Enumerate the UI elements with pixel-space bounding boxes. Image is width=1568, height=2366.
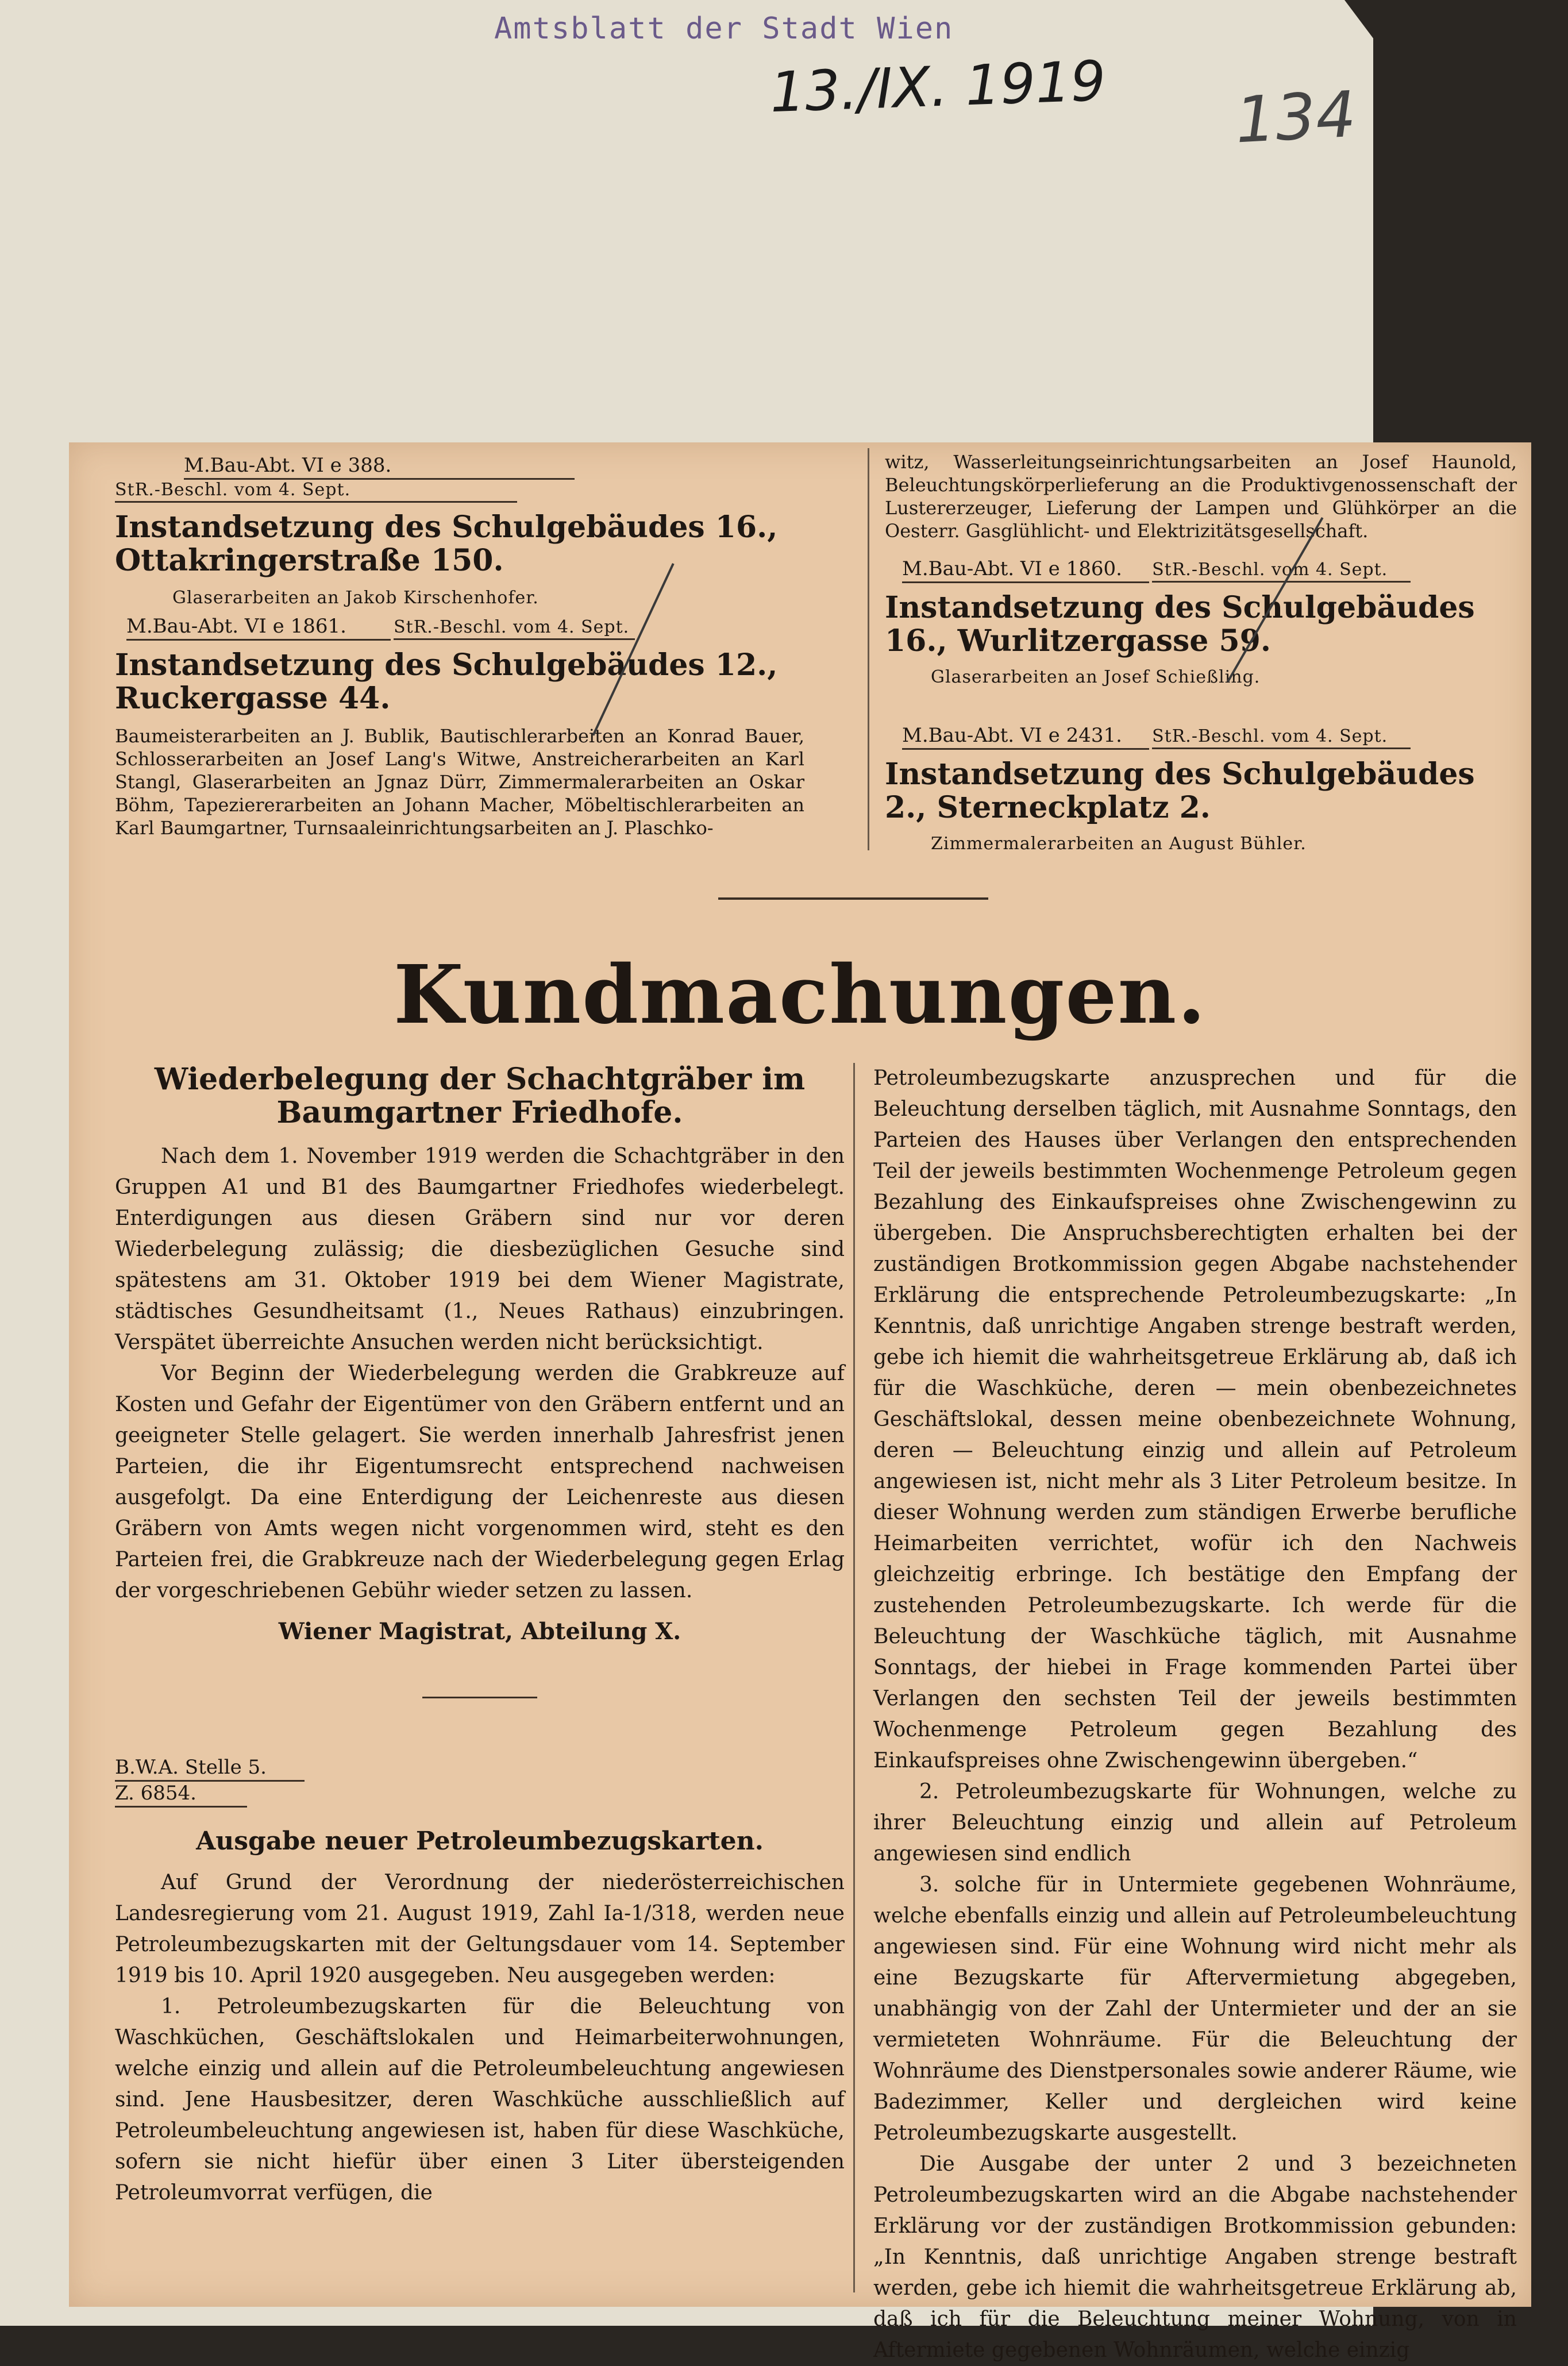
entry-ref: M.Bau-Abt. VI e 1860.	[902, 557, 1149, 583]
entry-work: Glaserarbeiten an Josef Schießling.	[931, 667, 1261, 687]
handwritten-number: 134	[1233, 77, 1358, 157]
article-paragraph: 2. Petroleumbezugskarte für Wohnungen, welche zu ihrer Beleuchtung einzig und allein auf Petroleum angewiesen sind endlich	[873, 1780, 1517, 1866]
article-paragraph: 1. Petroleumbezugskarten für die Beleuchtung von Waschküchen, Geschäftslokalen und Heimarbeiterwohnungen, welche einzig und allein auf die Petroleumbeleuchtung angewiesen sind. Jene Hausbesitzer, deren Waschküche ausschließlich auf Petroleumbeleuchtung angewiesen ist, haben für diese Waschküche, sofern sie nicht hiefür über einen 3 Liter übersteigenden Petroleumvorrat verfügen, die	[115, 1995, 845, 2205]
entry-388	[115, 454, 885, 608]
article-title: Wiederbelegung der Schachtgräber im Baumgartner Friedhofe.	[154, 1062, 806, 1130]
column-rule	[868, 448, 869, 850]
left-column	[115, 1063, 845, 2209]
article-paragraph: Petroleumbezugskarte anzusprechen und für die Beleuchtung derselben täglich, mit Ausnahme Sonntags, den Parteien des Hauses über Verlangen den entsprechenden Teil der jeweils bestimmten Wochenmenge Petroleum gegen Bezahlung des Einkaufspreises ohne Zwischengewinn zu übergeben. Die Anspruchsberechtigten erhalten bei der zuständigen Brotkommission gegen Abgabe nachstehender Erklärung die entsprechende Petroleumbezugskarte: „In Kenntnis, daß unrichtige Angaben strenge bestraft werden, gebe ich hiemit die wahrheitsgetreue Erklärung ab, daß ich für die Waschküche, deren — mein obenbezeichnetes Geschäftslokal, dessen meine obenbezeichnete Wohnung, deren — Beleuchtung einzig und allein auf Petroleum angewiesen ist, nicht mehr als 3 Liter Petroleum besitze. In dieser Wohnung werden zum ständigen Erwerbe berufliche Heimarbeiten verrichtet, wofür ich den Nachweis gleichzeitig erbringe. Ich bestätige den Empfang der zustehenden Petroleumbezugskarte. Ich werde für die Beleuchtung der Waschküche täglich, mit Ausnahme Sonntags, der hiebei in Frage kommenden Partei über Verlangen den sechsten Teil der jeweils bestimmten Wochenmenge Petroleum gegen Bezahlung des Einkaufspreises ohne Zwischengewinn übergeben.“	[873, 1066, 1517, 1772]
entry-decision: StR.-Beschl. vom 4. Sept.	[1152, 726, 1411, 749]
entry-decision: StR.-Beschl. vom 4. Sept.	[1152, 560, 1411, 583]
continuation-text: witz, Wasserleitungseinrichtungsarbeiten an Josef Haunold, Beleuchtungskörperlieferung an die Produktivgenossenschaft der Lustererzeuger, Lieferung der Lampen und Glühkörper an die Oesterr. Gasglühlicht- und Elektrizitätsgesellschaft.	[885, 451, 1517, 542]
article-paragraph: Vor Beginn der Wiederbelegung werden die Grabkreuze auf Kosten und Gefahr der Eigentümer von den Gräbern entfernt und an geeigneter Stelle gelagert. Sie werden innerhalb Jahresfrist jenen Parteien, die ihr Eigentumsrecht entsprechend nachweisen ausgefolgt. Da eine Enterdigung der Leichenreste aus diesen Gräbern von Amts wegen nicht vorgenommen wird, steht es den Parteien frei, die Grabkreuze nach der Wiederbelegung gegen Erlag der vorgeschriebenen Gebühr wieder setzen zu lassen.	[115, 1362, 845, 1602]
entry-title: Instandsetzung des Schulgebäudes 12., Ruckergasse 44.	[115, 648, 778, 716]
article-ref: B.W.A. Stelle 5.	[115, 1756, 305, 1782]
article-ref: Z. 6854.	[115, 1782, 247, 1808]
article-signature: Wiener Magistrat, Abteilung X.	[278, 1618, 681, 1645]
article-paragraph: Auf Grund der Verordnung der niederösterreichischen Landesregierung vom 21. August 1919, Zahl Ia-1/318, werden neue Petroleumbezugskarten mit der Geltungsdauer vom 14. September 1919 bis 10. April 1920 ausgegeben. Neu ausgegeben werden:	[115, 1871, 845, 1987]
entry-1860	[885, 557, 1517, 687]
entry-ref: M.Bau-Abt. VI e 1861.	[126, 615, 391, 641]
entry-decision: StR.-Beschl. vom 4. Sept.	[394, 617, 635, 640]
publication-stamp: Amtsblatt der Stadt Wien	[494, 11, 954, 46]
section-separator	[718, 897, 988, 900]
entry-work: Zimmermalerarbeiten an August Bühler.	[931, 834, 1307, 854]
entry-title: Instandsetzung des Schulgebäudes 16., Wurlitzergasse 59.	[885, 590, 1475, 658]
entry-title: Instandsetzung des Schulgebäudes 2., Sterneckplatz 2.	[885, 757, 1475, 825]
entry-1861	[115, 615, 885, 839]
article-paragraph: Nach dem 1. November 1919 werden die Schachtgräber in den Gruppen A1 und B1 des Baumgartner Friedhofes wiederbelegt. Enterdigungen aus diesen Gräbern sind nur vor deren Wiederbelegung zulässig; die diesbezüglichen Gesuche sind spätestens am 31. Oktober 1919 bei dem Wiener Magistrate, städtisches Gesundheitsamt (1., Neues Rathaus) einzubringen. Verspätet überreichte Ansuchen werden nicht berücksichtigt.	[115, 1145, 845, 1354]
article-separator	[422, 1697, 537, 1698]
entry-2431	[885, 724, 1517, 854]
right-column	[873, 1063, 1517, 2366]
column-rule	[853, 1063, 855, 2292]
entry-continuation	[885, 450, 1517, 542]
newspaper-clipping	[69, 442, 1531, 2362]
entry-title: Instandsetzung des Schulgebäudes 16., Ottakringerstraße 150.	[115, 510, 778, 578]
handwritten-date: 13./IX. 1919	[769, 48, 1107, 125]
main-title: Kundmachungen.	[393, 948, 1207, 1042]
entry-work: Baumeisterarbeiten an J. Bublik, Bautischlerarbeiten an Konrad Bauer, Schlosserarbeiten an Josef Lang's Witwe, Anstreicherarbeiten an Karl Stangl, Glaserarbeiten an Jgnaz Dürr, Zimmermalerarbeiten an Oskar Böhm, Tapeziererarbeiten an Johann Macher, Möbeltischlerarbeiten an Karl Baumgartner, Turnsaaleinrichtungsarbeiten an J. Plaschko-	[115, 725, 804, 839]
article-title: Ausgabe neuer Petroleumbezugskarten.	[196, 1826, 764, 1856]
entry-ref: M.Bau-Abt. VI e 2431.	[902, 724, 1149, 750]
article-paragraph: Die Ausgabe der unter 2 und 3 bezeichneten Petroleumbezugskarten wird an die Abgabe nachstehender Erklärung vor der zuständigen Brotkommission gebunden: „In Kenntnis, daß unrichtige Angaben strenge bestraft werden, gebe ich hiemit die wahrheitsgetreue Erklärung ab, daß ich für die Beleuchtung meiner Wohnung, von in Aftermiete gegebenen Wohnräumen, welche einzig	[873, 2152, 1517, 2362]
entry-decision: StR.-Beschl. vom 4. Sept.	[115, 480, 517, 503]
entry-work: Glaserarbeiten an Jakob Kirschenhofer.	[172, 588, 539, 608]
entry-ref: M.Bau-Abt. VI e 388.	[184, 454, 575, 480]
article-paragraph: 3. solche für in Untermiete gegebenen Wohnräume, welche ebenfalls einzig und allein auf Petroleumbeleuchtung angewiesen sind. Für eine Wohnung wird nicht mehr als eine Bezugskarte für Aftervermietung abgegeben, unabhängig von der Zahl der Untermieter und der an sie vermieteten Wohnräume. Für die Beleuchtung der Wohnräume des Dienstpersonales sowie anderer Räume, wie Badezimmer, Keller und dergleichen wird keine Petroleumbezugskarte ausgestellt.	[873, 1873, 1517, 2145]
